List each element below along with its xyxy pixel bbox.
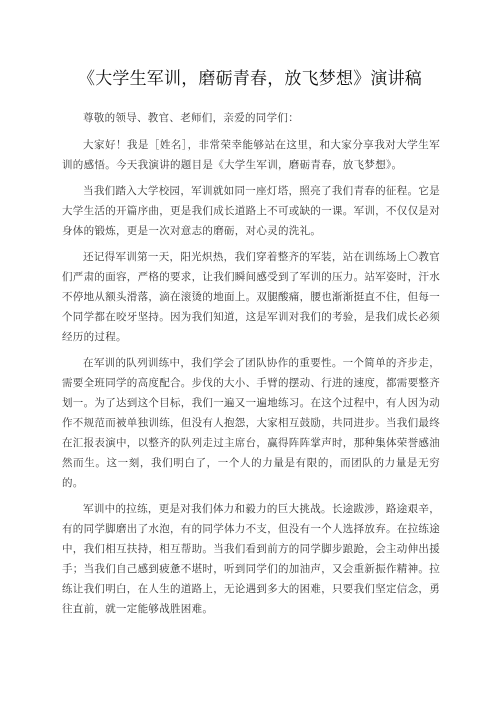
paragraph: 在军训的队列训练中，我们学会了团队协作的重要性。一个简单的齐步走，需要全班同学的高度配合。步伐的大小、手臂的摆动、行进的速度，都需要整齐划一。为了达到这个目标，我们一遍又一遍地练习。在这个过程中，有人因为动作不规范而被单独训练，但没有人抱怨，大家相互鼓励，共同进步。当我们最终在汇报表演中，以整齐的队列走过主席台，赢得阵阵掌声时，那种集体荣誉感油然而生。这一刻，我们明白了，一个人的力量是有限的，而团队的力量是无穷的。 xyxy=(62,357,440,489)
paragraph: 大家好！我是［姓名］，非常荣幸能够站在这里，和大家分享我对大学生军训的感悟。今天我演讲的题目是《大学生军训，磨砺青春，放飞梦想》。 xyxy=(62,139,440,171)
paragraph: 军训中的拉练，更是对我们体力和毅力的巨大挑战。长途跋涉，路途艰辛，有的同学脚磨出了水泡，有的同学体力不支，但没有一个人选择放弃。在拉练途中，我们相互扶持，相互帮助。当我们看到前方的同学脚步踉跄，会主动伸出援手；当我们自己感到疲惫不堪时，听到同学们的加油声，又会重新振作精神。拉练让我们明白，在人生的道路上，无论遇到多大的困难，只要我们坚定信念，勇往直前，就一定能够战胜困难。 xyxy=(62,503,440,615)
salutation: 尊敬的领导、教官、老师们，亲爱的同学们： xyxy=(83,112,299,124)
document-title: 《大学生军训，磨砺青春，放飞梦想》演讲稿 xyxy=(78,69,422,89)
paragraph: 还记得军训第一天，阳光炽热，我们穿着整齐的军装，站在训练场上〇教官们严肃的面容，严格的要求，让我们瞬间感受到了军训的压力。站军姿时，汗水不停地从额头滑落，滴在滚烫的地面上。双腿酸痛，腰也渐渐挺直不住，但每一个同学都在咬牙坚持。因为我们知道，这是军训对我们的考验，是我们成长必须经历的过程。 xyxy=(62,251,440,343)
document-body xyxy=(62,108,440,625)
paragraph: 当我们踏入大学校园，军训就如同一座灯塔，照亮了我们青春的征程。它是大学生活的开篇序曲，更是我们成长道路上不可或缺的一课。军训，不仅仅是对身体的锻炼，更是一次对意志的磨砺，对心灵的洗礼。 xyxy=(62,185,440,237)
